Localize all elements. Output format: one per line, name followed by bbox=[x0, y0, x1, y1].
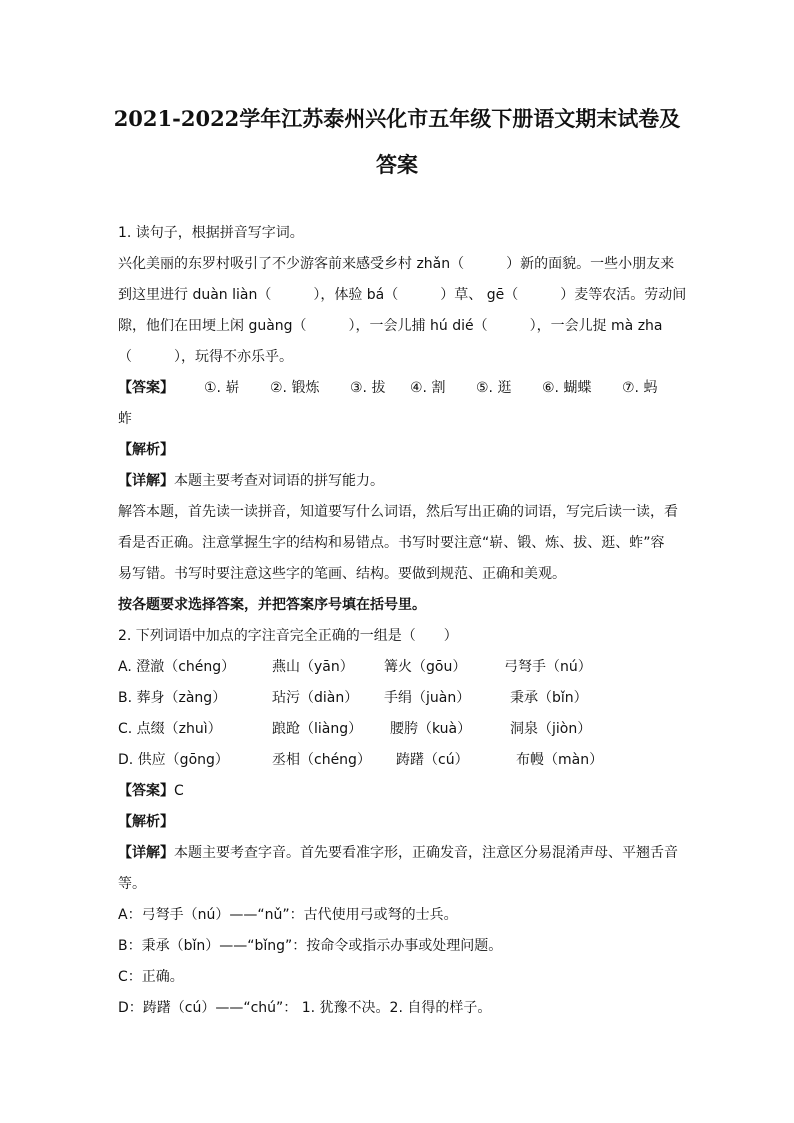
q2-note: C：正确。 bbox=[118, 969, 184, 985]
option-cell: 燕山（yān） bbox=[272, 659, 354, 675]
q1-text-line: 隙，他们在田埂上闲 guàng（ ），一会儿捕 hú dié（ ），一会儿捉 mà zha bbox=[118, 318, 663, 334]
document-title bbox=[104, 96, 690, 188]
detail-tag: 【详解】 bbox=[118, 473, 174, 489]
q1-explain-line: 易写错。书写时要注意这些字的笔画、结构。要做到规范、正确和美观。 bbox=[118, 566, 566, 582]
answer-item: ④. 割 bbox=[410, 380, 446, 396]
option-cell: 玷污（diàn） bbox=[272, 690, 359, 706]
answer-item: ③. 拔 bbox=[350, 380, 386, 396]
title-line-2: 答案 bbox=[376, 152, 418, 177]
q2-note: B：秉承（bǐn）——“bǐng”：按命令或指示办事或处理问题。 bbox=[118, 938, 503, 954]
q1-text-line: （ ），玩得不亦乐乎。 bbox=[118, 349, 293, 365]
q1-text-line: 到这里进行 duàn liàn（ ），体验 bá（ ）草、 gē（ ）麦等农活。劳动间 bbox=[118, 287, 687, 303]
q2-option-row bbox=[118, 652, 676, 683]
detail-tag: 【详解】 bbox=[118, 845, 174, 861]
option-cell: 腰胯（kuà） bbox=[390, 721, 472, 737]
option-cell: 篝火（gōu） bbox=[384, 659, 467, 675]
answer-value: C bbox=[174, 783, 184, 799]
option-cell: B. 葬身（zàng） bbox=[118, 690, 227, 706]
q2-option-row bbox=[118, 745, 676, 776]
q1-explain-line: 看是否正确。注意掌握生字的结构和易错点。书写时要注意“崭、锻、炼、拔、逛、蚱”容 bbox=[118, 535, 665, 551]
option-cell: 踉跄（liàng） bbox=[272, 721, 363, 737]
q1-explain-line: 解答本题，首先读一读拼音，知道要写什么词语，然后写出正确的词语，写完后读一读，看 bbox=[118, 504, 678, 520]
q1-stem: 1. 读句子，根据拼音写字词。 bbox=[118, 225, 304, 241]
q2-detail-line: 等。 bbox=[118, 876, 146, 892]
option-cell: 踌躇（cú） bbox=[396, 752, 469, 768]
option-cell: 丞相（chéng） bbox=[272, 752, 371, 768]
section-instruction: 按各题要求选择答案，并把答案序号填在括号里。 bbox=[118, 597, 426, 613]
q2-option-row bbox=[118, 683, 676, 714]
answer-item: ①. 崭 bbox=[204, 380, 240, 396]
option-cell: 洞泉（jiòn） bbox=[510, 721, 592, 737]
answer-tag: 【答案】 bbox=[118, 380, 174, 396]
detail-text: 本题主要考查对词语的拼写能力。 bbox=[174, 473, 384, 489]
answer-item: ⑦. 蚂 bbox=[622, 380, 658, 396]
q2-detail bbox=[118, 838, 676, 869]
detail-text: 本题主要考查字音。首先要看准字形，正确发音，注意区分易混淆声母、平翘舌音 bbox=[174, 845, 678, 861]
q2-note: D：踌躇（cú）——“chú”： 1. 犹豫不决。2. 自得的样子。 bbox=[118, 1000, 492, 1016]
q1-text-line: 兴化美丽的东罗村吸引了不少游客前来感受乡村 zhǎn（ ）新的面貌。一些小朋友来 bbox=[118, 256, 675, 272]
q1-answer-tail: 蚱 bbox=[118, 411, 132, 427]
analysis-tag: 【解析】 bbox=[118, 814, 174, 830]
option-cell: 弓弩手（nú） bbox=[504, 659, 592, 675]
option-cell: C. 点缀（zhuì） bbox=[118, 721, 222, 737]
option-cell: 秉承（bǐn） bbox=[510, 690, 588, 706]
q2-stem: 2. 下列词语中加点的字注音完全正确的一组是（ ） bbox=[118, 628, 458, 644]
answer-item: ②. 锻炼 bbox=[270, 380, 320, 396]
option-cell: A. 澄澈（chéng） bbox=[118, 659, 236, 675]
answer-tag: 【答案】 bbox=[118, 783, 174, 799]
q1-detail bbox=[118, 466, 676, 497]
option-cell: D. 供应（gōng） bbox=[118, 752, 229, 768]
q2-note: A：弓弩手（nú）——“nǔ”：古代使用弓或弩的士兵。 bbox=[118, 907, 458, 923]
q2-option-row bbox=[118, 714, 676, 745]
answer-item: ⑥. 蝴蝶 bbox=[542, 380, 592, 396]
option-cell: 布幔（màn） bbox=[516, 752, 604, 768]
answer-item: ⑤. 逛 bbox=[476, 380, 512, 396]
title-line-1: 2021-2022学年江苏泰州兴化市五年级下册语文期末试卷及 bbox=[113, 106, 681, 131]
q1-answer-row bbox=[118, 373, 676, 404]
document-body bbox=[118, 218, 687, 1024]
analysis-tag: 【解析】 bbox=[118, 442, 174, 458]
option-cell: 手绢（juàn） bbox=[384, 690, 471, 706]
q2-answer bbox=[118, 776, 676, 807]
